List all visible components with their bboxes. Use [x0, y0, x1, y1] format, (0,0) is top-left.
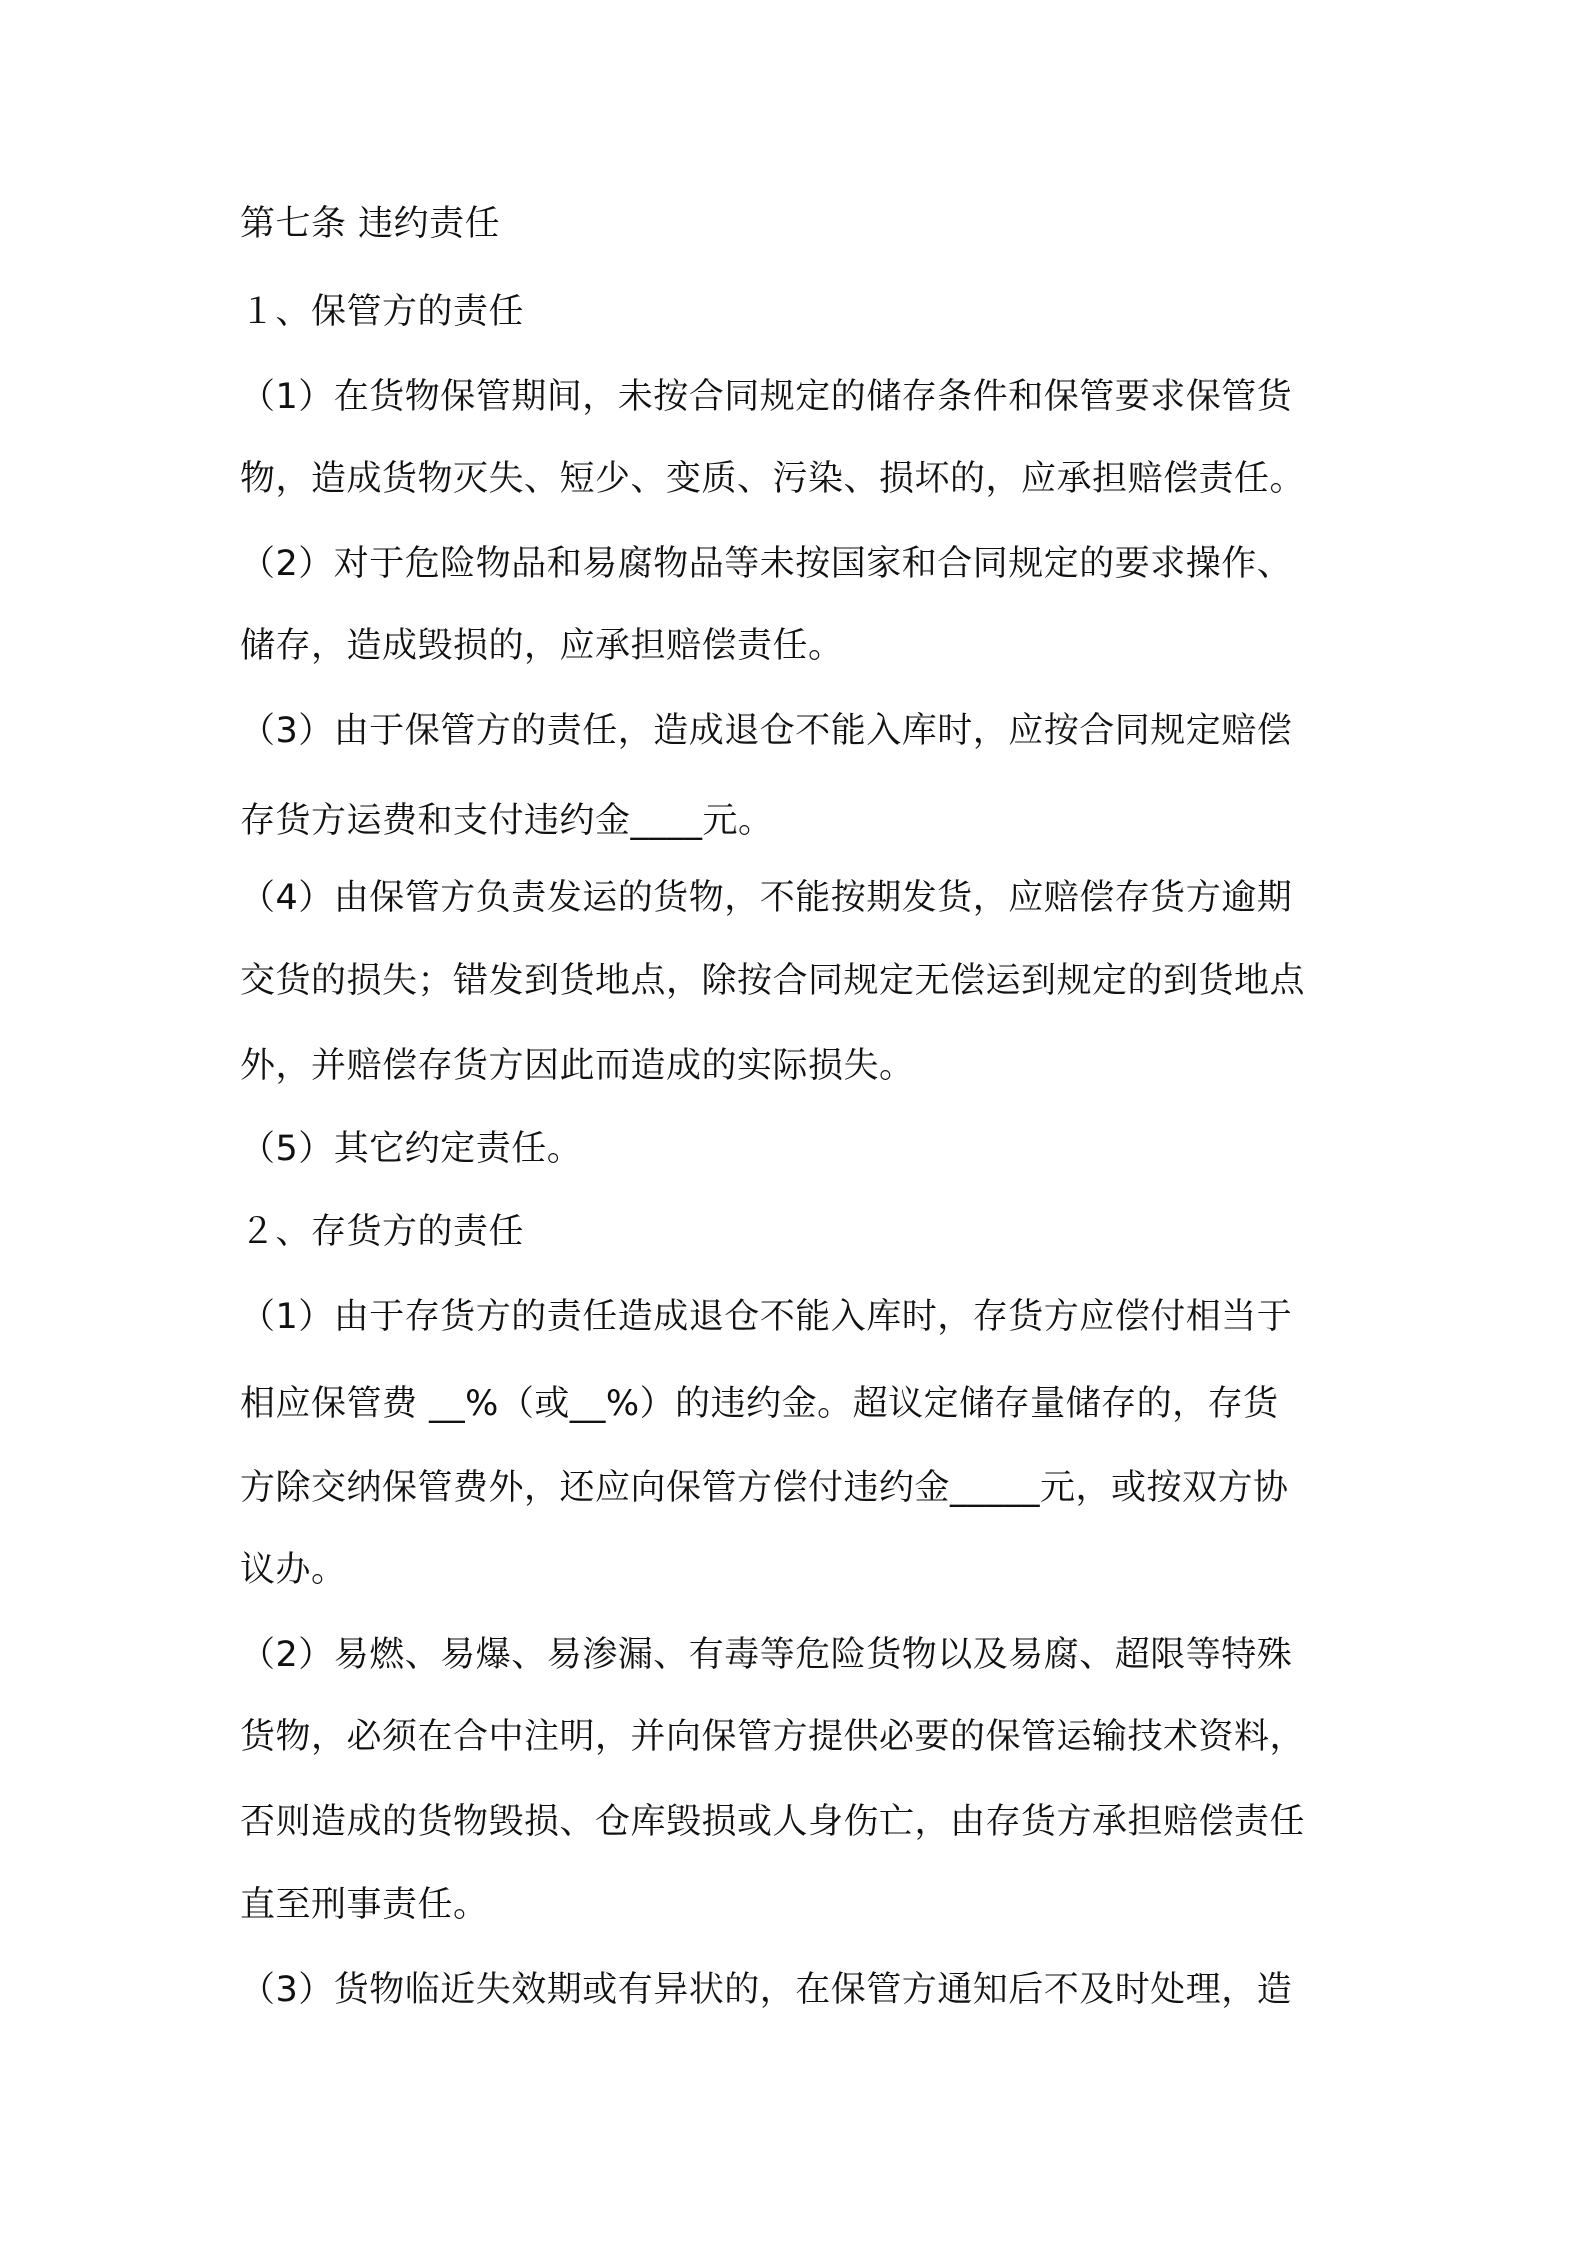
- heading-custodian-liability: １、保管方的责任: [240, 292, 525, 332]
- paragraph-line: 相应保管费 __%（或__%）的违约金。超议定储存量储存的，存货: [240, 1384, 1279, 1424]
- paragraph-line: 否则造成的货物毁损、仓库毁损或人身伤亡，由存货方承担赔偿责任: [240, 1802, 1306, 1842]
- paragraph-line: （3）货物临近失效期或有异状的，在保管方通知后不及时处理，造: [240, 1970, 1293, 2010]
- paragraph-line: （5）其它约定责任。: [240, 1129, 583, 1169]
- paragraph-line: （2）易燃、易爆、易渗漏、有毒等危险货物以及易腐、超限等特殊: [240, 1635, 1293, 1675]
- paragraph-line: 交货的损失；错发到货地点，除按合同规定无偿运到规定的到货地点: [240, 961, 1306, 1001]
- paragraph-line: （1）在货物保管期间，未按合同规定的储存条件和保管要求保管货: [240, 377, 1293, 417]
- section-title: 第七条 违约责任: [240, 204, 501, 244]
- paragraph-line: （4）由保管方负责发运的货物，不能按期发货，应赔偿存货方逾期: [240, 878, 1293, 918]
- paragraph-line: 外，并赔偿存货方因此而造成的实际损失。: [240, 1046, 915, 1086]
- paragraph-line: （3）由于保管方的责任，造成退仓不能入库时，应按合同规定赔偿: [240, 711, 1293, 751]
- paragraph-line: 物，造成货物灭失、短少、变质、污染、损坏的，应承担赔偿责任。: [240, 459, 1306, 499]
- paragraph-line: 货物，必须在合中注明，并向保管方提供必要的保管运输技术资料，: [240, 1717, 1306, 1757]
- heading-depositor-liability: ２、存货方的责任: [240, 1212, 525, 1252]
- paragraph-line: 议办。: [240, 1550, 347, 1590]
- paragraph-line: 储存，造成毁损的，应承担赔偿责任。: [240, 626, 844, 666]
- paragraph-line: 直至刑事责任。: [240, 1885, 489, 1925]
- paragraph-line: 方除交纳保管费外，还应向保管方偿付违约金_____元，或按双方协: [240, 1468, 1289, 1508]
- paragraph-line: （2）对于危险物品和易腐物品等未按国家和合同规定的要求操作、: [240, 544, 1293, 584]
- paragraph-line: （1）由于存货方的责任造成退仓不能入库时，存货方应偿付相当于: [240, 1297, 1293, 1337]
- paragraph-line: 存货方运费和支付违约金____元。: [240, 801, 774, 841]
